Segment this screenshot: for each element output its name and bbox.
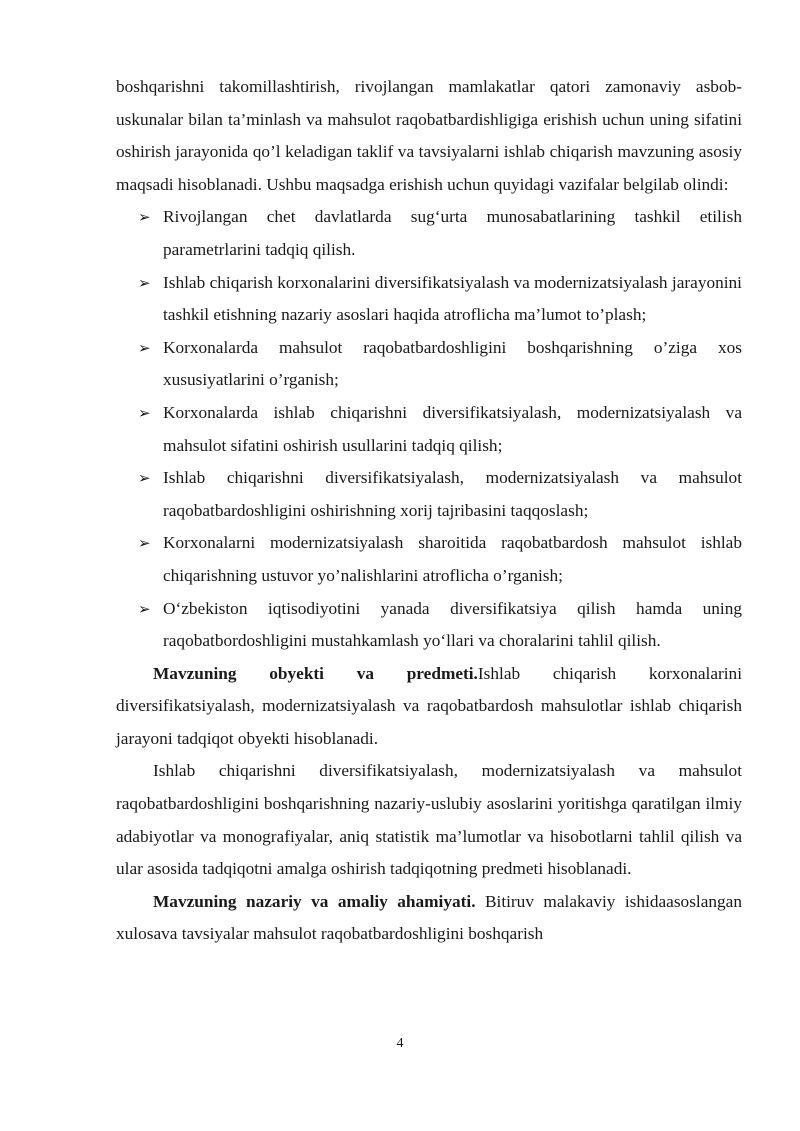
arrow-bullet-icon: ➢ bbox=[138, 534, 151, 553]
list-item bbox=[138, 527, 742, 592]
object-text: Ishlab chiqarish korxonalarini diversifikatsiyalash, modernizatsiyalash va raqobatbardosh mahsulotlar ishlab chiqarish jarayoni tadqiqot obyekti hisoblanadi. bbox=[116, 663, 742, 748]
subject-paragraph: Ishlab chiqarishni diversifikatsiyalash, modernizatsiyalash va mahsulot raqobatbardoshligini boshqarishning nazariy-uslubiy asoslarini yoritishga qaratilgan ilmiy adabiyotlar va monografiyalar, aniq statistik ma’lumotlar va hisobotlarni tahlil qilish va ular asosida tadqiqotni amalga oshirish tadqiqotning predmeti hisoblanadi. bbox=[116, 761, 742, 879]
object-heading: Mavzuning obyekti va predmeti. bbox=[153, 663, 478, 683]
list-item-text: Ishlab chiqarish korxonalarini diversifikatsiyalash va modernizatsiyalash jarayonini tashkil etishning nazariy asoslari haqida atroflicha ma’lumot to’plash; bbox=[163, 272, 742, 325]
list-item bbox=[138, 462, 742, 527]
list-item-text: Korxonalarda ishlab chiqarishni diversifikatsiyalash, modernizatsiyalash va mahsulot sifatini oshirish usullarini tadqiq qilish; bbox=[163, 402, 742, 455]
list-item-text: Rivojlangan chet davlatlarda sug‘urta munosabatlarining tashkil etilish parametrlarini tadqiq qilish. bbox=[163, 207, 742, 259]
list-item bbox=[138, 201, 742, 266]
arrow-bullet-icon: ➢ bbox=[138, 208, 151, 227]
body-text bbox=[116, 71, 742, 951]
page-number: 4 bbox=[396, 1036, 404, 1051]
arrow-bullet-icon: ➢ bbox=[138, 403, 151, 422]
list-item-text: O‘zbekiston iqtisodiyotini yanada diversifikatsiya qilish hamda uning raqobatbordoshligini mustahkamlash yo‘llari va choralarini tahlil qilish. bbox=[163, 598, 742, 651]
task-list bbox=[116, 201, 742, 657]
significance-text: Bitiruv malakaviy ishidaasoslangan xulosava tavsiyalar mahsulot raqobatbardoshligini boshqarish bbox=[116, 891, 742, 944]
list-item-text: Ishlab chiqarishni diversifikatsiyalash, modernizatsiyalash va mahsulot raqobatbardoshligini oshirishning xorij tajribasini taqqoslash; bbox=[163, 468, 742, 520]
list-item bbox=[138, 593, 742, 658]
significance-paragraph bbox=[116, 886, 742, 951]
list-item bbox=[138, 332, 742, 397]
arrow-bullet-icon: ➢ bbox=[138, 599, 151, 618]
list-item bbox=[138, 397, 742, 462]
significance-heading: Mavzuning nazariy va amaliy ahamiyati. bbox=[153, 891, 476, 911]
list-item-text: Korxonalarda mahsulot raqobatbardoshligini boshqarishning o’ziga xos xususiyatlarini o’rganish; bbox=[163, 337, 742, 390]
arrow-bullet-icon: ➢ bbox=[138, 469, 151, 488]
list-item bbox=[138, 267, 742, 332]
object-paragraph bbox=[116, 658, 742, 756]
arrow-bullet-icon: ➢ bbox=[138, 273, 151, 292]
intro-paragraph: boshqarishni takomillashtirish, rivojlangan mamlakatlar qatori zamonaviy asbob-uskunalar bilan ta’minlash va mahsulot raqobatbardishligiga erishish uchun uning sifatini oshirish jarayonida qo’l keladigan taklif va tavsiyalarni ishlab chiqarish mavzuning asosiy maqsadi hisoblanadi. Ushbu maqsadga erishish uchun quyidagi vazifalar belgilab olindi: bbox=[116, 77, 742, 194]
list-item-text: Korxonalarni modernizatsiyalash sharoitida raqobatbardosh mahsulot ishlab chiqarishning ustuvor yo’nalishlarini atroflicha o’rganish; bbox=[163, 533, 742, 585]
arrow-bullet-icon: ➢ bbox=[138, 338, 151, 357]
